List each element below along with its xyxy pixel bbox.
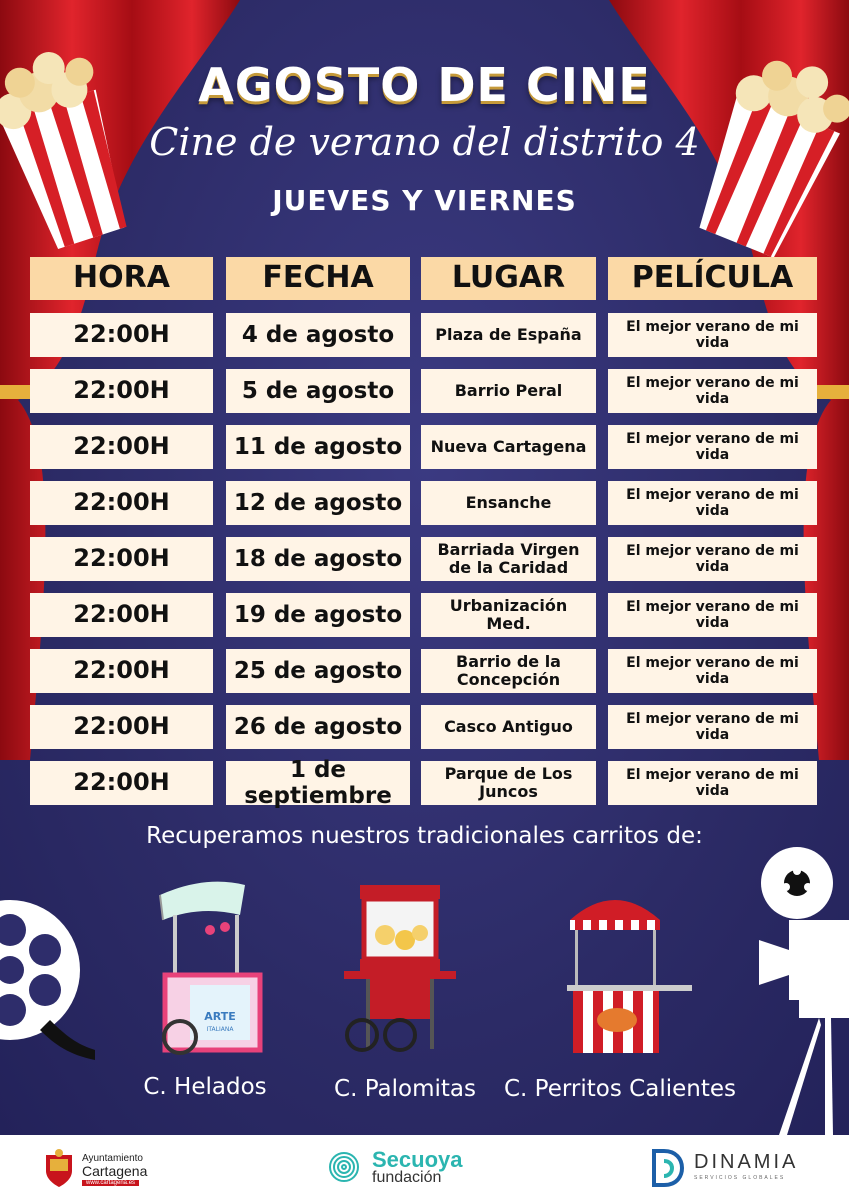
ayto-line2: Cartagena (82, 1163, 148, 1179)
hot-dog-cart-image (565, 885, 695, 1060)
cell-fecha: 25 de agosto (226, 649, 410, 693)
popcorn-cart-image (340, 885, 460, 1065)
cell-lugar: Barrio de la Concepción (421, 649, 596, 693)
header-lugar: LUGAR (421, 257, 596, 300)
header-pelicula: PELÍCULA (608, 257, 817, 300)
secuoya-sub: fundación (372, 1169, 442, 1186)
cell-hora: 22:00H (30, 369, 213, 413)
cell-pelicula: El mejor verano de mi vida (608, 705, 817, 749)
cell-fecha: 26 de agosto (226, 705, 410, 749)
cell-lugar: Barrio Peral (421, 369, 596, 413)
cell-lugar: Parque de Los Juncos (421, 761, 596, 805)
movie-camera-icon (759, 845, 849, 1135)
cell-pelicula: El mejor verano de mi vida (608, 313, 817, 357)
cell-hora: 22:00H (30, 649, 213, 693)
svg-text:ARTE: ARTE (204, 1010, 236, 1023)
cell-pelicula: El mejor verano de mi vida (608, 761, 817, 805)
cell-hora: 22:00H (30, 425, 213, 469)
days-label: JUEVES Y VIERNES (272, 184, 577, 217)
cell-fecha: 4 de agosto (226, 313, 410, 357)
cell-lugar: Barriada Virgen de la Caridad (421, 537, 596, 581)
cell-hora: 22:00H (30, 481, 213, 525)
secuoya-logo (328, 1147, 478, 1189)
dinamia-sub: SERVICIOS GLOBALES (694, 1175, 786, 1181)
cell-pelicula: El mejor verano de mi vida (608, 537, 817, 581)
ayto-line1: Ayuntamiento (82, 1153, 143, 1164)
header-fecha: FECHA (226, 257, 410, 300)
cell-fecha: 1 de septiembre (226, 761, 410, 805)
cell-pelicula: El mejor verano de mi vida (608, 593, 817, 637)
ice-cream-cart-image (155, 875, 265, 1065)
caption-perritos: C. Perritos Calientes (504, 1076, 736, 1102)
ayto-url: www.cartagena.es (82, 1180, 139, 1186)
cell-hora: 22:00H (30, 705, 213, 749)
cell-lugar: Ensanche (421, 481, 596, 525)
cell-pelicula: El mejor verano de mi vida (608, 425, 817, 469)
film-reel-icon (0, 880, 95, 1060)
carts-intro: Recuperamos nuestros tradicionales carritos de: (146, 823, 703, 849)
cell-fecha: 18 de agosto (226, 537, 410, 581)
caption-helados: C. Helados (143, 1074, 267, 1100)
ayuntamiento-logo (42, 1149, 172, 1189)
dinamia-d-icon (650, 1149, 684, 1187)
cell-pelicula: El mejor verano de mi vida (608, 481, 817, 525)
cell-fecha: 12 de agosto (226, 481, 410, 525)
cell-lugar: Plaza de España (421, 313, 596, 357)
cell-hora: 22:00H (30, 313, 213, 357)
cell-pelicula: El mejor verano de mi vida (608, 369, 817, 413)
header-hora: HORA (30, 257, 213, 300)
cell-lugar: Casco Antiguo (421, 705, 596, 749)
svg-text:ITALIANA: ITALIANA (206, 1026, 234, 1033)
cell-fecha: 11 de agosto (226, 425, 410, 469)
cell-fecha: 5 de agosto (226, 369, 410, 413)
cell-hora: 22:00H (30, 537, 213, 581)
dinamia-logo (650, 1149, 820, 1189)
dinamia-name: DINAMIA (694, 1151, 799, 1173)
cell-lugar: Nueva Cartagena (421, 425, 596, 469)
cell-hora: 22:00H (30, 593, 213, 637)
cell-pelicula: El mejor verano de mi vida (608, 649, 817, 693)
caption-palomitas: C. Palomitas (334, 1076, 476, 1102)
cartagena-coat-of-arms-icon (42, 1149, 76, 1189)
fingerprint-icon (328, 1149, 360, 1185)
cell-fecha: 19 de agosto (226, 593, 410, 637)
secuoya-name: Secuoya (372, 1147, 463, 1172)
page-title: AGOSTO DE CINE (198, 58, 651, 112)
cell-lugar: Urbanización Med. (421, 593, 596, 637)
footer (0, 1135, 849, 1200)
cell-hora: 22:00H (30, 761, 213, 805)
page-subtitle: Cine de verano del distrito 4 (149, 120, 700, 164)
